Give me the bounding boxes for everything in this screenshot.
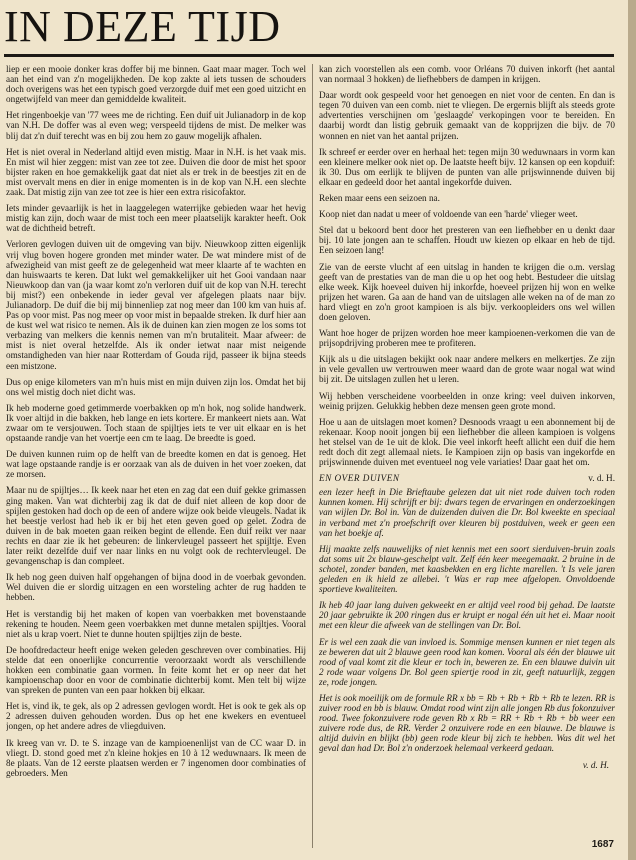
paragraph: Het ringenboekje van '77 wees me de richting. Een duif uit Julianadorp in de kop van N.H. De doffer was al even weg; verspeeld tijdens de mist. De melker was blij dat z'n duif terecht was en bij zou hem zo gauw mogelijk afhalen. [6,110,306,141]
column-divider [312,64,313,848]
paragraph: Het is niet overal in Nederland altijd even mistig. Maar in N.H. is het vaak mis. En mist wil hier zeggen: mist van zee tot zee. Duiven die door de mist het spoor bijster raken en hoe gemakkelijk gaat dat niet als er trek in de beestjes zit en de mist overvalt mens en dier in enige momenten is in de kop van N.H. een slechte zaak. Dat mistig zijn van zee tot zee is hier een extra risicofaktor. [6,146,306,198]
paragraph: Stel dat u bekoord bent door het presteren van een liefhebber en u denkt daar bij. 10 late jongen aan te schaffen. Houdt uw kiezen op elkaar en heb de tijd. Een seizoen lang! [319,225,615,256]
paragraph: kan zich voorstellen als een comb. voor Orléans 70 duiven inkorft (het aantal van normaal 3 hokken) de liefhebbers de dampen in krijgen. [319,64,615,85]
paragraph: Verloren gevlogen duiven uit de omgeving van bijv. Nieuwkoop zitten eigenlijk vrij vlug boven hogere gronden met minder water. De wat mindere mist of de afwezigheid van mist geeft ze de gelegenheid wat meer klaarte af te wachten en dan huiswaarts te keren. Dat lukt wel gemakkelijker uit het Gooi vandaan naar Nieuwkoop dan van (ja waar komt zo'n verloren duif uit de kop van N.H. terecht bij mist?) een onbekende in ieder geval ver afgelegen plaats naar bijv. Julianadorp. De duif die bij mij binnenliep zat nog meer dan 100 km van huis af. Pas op voor mist. Pas nog meer op voor mist in bepaalde streken. Ik durf hier aan de kust wel wat risico te nemen. Als ik de duinen kan zien mogen ze los soms tot verbazing van melkers die kennis nemen van m'n brutaliteit. Maar afweer: de mist is niet overal hetzelfde. Als ik onder ietwat naar mist neigende omstandigheden van hier naar Rotterdam of Gouda rijd, passeer ik bijna steeds een mistzone. [6,239,306,371]
paragraph: Het is, vind ik, te gek, als op 2 adressen gevlogen wordt. Het is ook te gek als op 2 adressen duiven gehouden worden. Dus op het ene kwekers en eventueel jongen, op het andere adres de vliegduiven. [6,701,306,732]
paragraph: Wij hebben verscheidene voorbeelden in onze kring: veel duiven inkorven, weinig prijzen. Gelukkig hebben deze mensen geen grote mond. [319,390,615,411]
paragraph: Er is wel een zaak die van invloed is. Sommige mensen kunnen er niet tegen als ze beweren dat uit 2 blauwe geen rood kan komen. Vooral als één der blauwe uit rood of vaal komt zit die kleur er toch in, beweren ze. En een blauwe duivin uit 2 rode waar volgens Dr. Bol geen spiertje rood in zit, geeft natuurlijk, zeggen ze, rode jongen. [319,636,615,687]
author-signature: v. d. H. [588,473,615,484]
title-rule [4,54,614,57]
author-signature: v. d. H. [582,759,609,770]
paragraph: Want hoe hoger de prijzen worden hoe meer kampioenen-verkomen die van de prijsopdrijving proberen mee te profiteren. [319,328,615,349]
paragraph: liep er een mooie donker kras doffer bij me binnen. Gaat maar mager. Toch wel aan het eind van z'n mogelijkheden. De kop zakte al iets tussen de schouders doch overigens was het een typisch goed verzorgde duif met een goed uitzicht en ongetwijfeld van meer dan gemiddelde kwaliteit. [6,64,306,105]
paragraph: Hoe u aan de uitslagen moet komen? Desnoods vraagt u een abonnement bij de rekenaar. Koop nooit jongen bij een liefhebber die alleen kampioen is volgens het stelsel van de 1e uit de klok. Die veel inkorft heeft allicht een duif die hem redt doch dit zegt allemaal niets. Ie Kampioen zijn op basis van ingekorfde en prijswinnende duiven met eventueel nog vele variaties! Daar gaat het om. [319,416,615,468]
paragraph: Ik heb nog geen duiven half opgehangen of bijna dood in de voerbak gevonden. Wel duiven die er slordig uitzagen en een worsteling achter de rug hadden te hebben. [6,572,306,603]
page-title: IN DEZE TIJD [4,2,281,51]
italic-section [319,487,615,769]
section-subheading: EN OVER DUIVEN [319,473,400,484]
paragraph: De duiven kunnen ruim op de helft van de breedte komen en dat is genoeg. Het wat lage opstaande randje is er oorzaak van als de duiven in het voer zoeken, dat ze morsen. [6,449,306,480]
paragraph: Daar wordt ook gespeeld voor het genoegen en niet voor de centen. En dan is tegen 70 duiven van een comb. niet te vliegen. De ergernis blijft als steeds grote advertenties verschijnen om 'geslaagde' verkopingen voor te bereiden. En daarbij wordt dan listig gebruik gemaakt van de kopprijzen die bijv. de 70 wonnen en niet van het aantal prijzen. [319,90,615,141]
paragraph: Ik kreeg van vr. D. te S. inzage van de kampioenenlijst van de CC waar D. in vliegt. D. stond goed met z'n kleine hokjes en 10 à 12 weduwnaars. Ik meen de 8e plaats. Van de 12 eerste plaatsen werden er 7 ingenomen door combinaties of gebroeders. Men [6,737,306,778]
page-number: 1687 [591,839,614,850]
paragraph: Maar nu de spijltjes… Ik keek naar het eten en zag dat een duif gekke grimassen ging maken. Van wat dichterbij zag ik dat de duif niet alleen de kop door de spijlen gestoken had doch op de een of andere wijze ook beide vleugels. Nadat ik het beestje verlost had heb ik er bij het eten geven goed op gelet. Zodra de duiven in de bak moeten gaan reiken begint de ellende. Een duif reikt ver naar rechts en daar zie ik het gebeuren: de linkervleugel passeert het spijltje. Even later reikt dezelfde duif ver naar links en nu volgt ook de rechtervleugel. De gevangenschap is dan compleet. [6,485,306,567]
paragraph: Ik heb 40 jaar lang duiven gekweekt en er altijd veel rood bij gehad. De laatste 20 jaar gebruikte ik 200 ringen dus er kruipt er nogal één uit het ei. Maar nooit met een kleur die afweek van de stellingen van Dr. Bol. [319,600,615,631]
paragraph: Reken maar eens een seizoen na. [319,193,440,204]
paragraph: De hoofdredacteur heeft enige weken geleden geschreven over combinaties. Hij stelde dat een onoerlijke concurrentie veroorzaakt wordt als verschillende hokken een combinatie gaan vormen. In feite komt het er op neer dat het kampioenschap door en voor de combinatie dichterbij komt. Men telt bij wijze van spreken de punten van een paar hokken bij elkaar. [6,644,306,696]
section-header-row [319,473,615,483]
paragraph: Ik heb moderne goed getimmerde voerbakken op m'n hok, nog solide handwerk. Ik voer altijd in die bakken, heb lange en iets kortere. Er mankeert niets aan. Wat zwaar om te versjouwen. Toch staan de spijltjes iets te ver uit elkaar en is het opstaande randje van het voertje een cm te laag. De breedte is goed. [6,402,306,444]
paragraph: Iets minder gevaarlijk is het in laaggelegen waterrijke gebieden waar het hevig mistig kan zijn, doch waar de mist toch een meer plaatselijk karakter heeft. Ook wat de dichtheid betreft. [6,203,306,234]
paragraph: Zie van de eerste vlucht af een uitslag in handen te krijgen die o.m. verslag geeft van de prestaties van de man die u op het oog hebt. Bestudeer die uitslag elke week. Kijk hoeveel duiven hij inkorfde, hoeveel prijzen hij won en welke prijzen het waren. Ga aan de hand van de uitslagen alle weken na of de man zo hard vliegt en zo'n groot kampioen is als bijv. verkoopleiders ons wel willen doen geloven. [319,261,615,322]
left-column [6,64,306,848]
paragraph: Hij maakte zelfs nauwelijks of niet kennis met een soort sierduiven-bruin zoals dat soms uit 2x blauw-geschelpt valt. Zelf één keer meegemaakt. 2 bruine in de schotel, zonder banden, met kaasbekken en erg lichte marellen. 't Is vele jaren geleden en ik hield ze allebei. 't Was er rap mee afgelopen. Onvoldoende sportieve kwaliteiten. [319,543,615,595]
paragraph: Het is verstandig bij het maken of kopen van voerbakken met bovenstaande rekening te houden. Neem geen voerbakken met dunne metalen spijltjes. Vooral niet als u krap voert. Niet te dunne houten spijltjes zijn de beste. [6,608,306,639]
paragraph: Het is ook moeilijk om de formule RR x bb = Rb + Rb + Rb + Rb te lezen. RR is zuiver rood en bb is blauw. Omdat rood wint zijn alle jongen Rb dus fokonzuiver rood. Twee fokonzuivere rode geven Rb x Rb = RR + Rb + Rb + bb weer een zuivere rode dus, de RR. Verder 2 onzuivere rode en een blauwe. De blauwe is altijd duivin en blijkt (bb) geen rode kleur bij zich te hebben. Was dit wel het geval dan had Dr. Bol z'n onderzoek helemaal verkeerd gedaan. [319,692,615,754]
paragraph: Kijk als u die uitslagen bekijkt ook naar andere melkers en melkertjes. Ze zijn in vele gevallen uw vertrouwen meer waard dan de grote waar nogal wat wind bij zit. De uitslagen zullen het u leren. [319,354,615,385]
paragraph: een lezer heeft in Die Brieftaube gelezen dat uit niet rode duiven toch roden kunnen komen. Hij schrijft er bij: dwars tegen de ervaringen en onderzoekingen van wijlen Dr. Bol in. Van de duizenden duiven die Dr. Bol kweekte en speciaal in verband met z'n proefschrift over kleuren bij postduiven, week er geen een van het boekje af. [319,487,615,538]
paragraph: Ik schreef er eerder over en herhaal het: tegen mijn 30 weduwnaars in vorm kan een kleinere melker ook niet op. De laatste heeft bijv. 12 kansen op een kopduif: ik 30. Dus om eerlijk te blijven de punten van alle prijswinnende duiven bij elkaar en gedeeld door het aantal ingekorfde duiven. [319,146,615,187]
right-column [319,64,615,848]
paragraph: Koop niet dan nadat u meer of voldoende van een 'harde' vlieger weet. [319,209,578,220]
paragraph: Dus op enige kilometers van m'n huis mist en mijn duiven zijn los. Omdat het bij ons wel mistig doch niet dicht was. [6,376,306,397]
